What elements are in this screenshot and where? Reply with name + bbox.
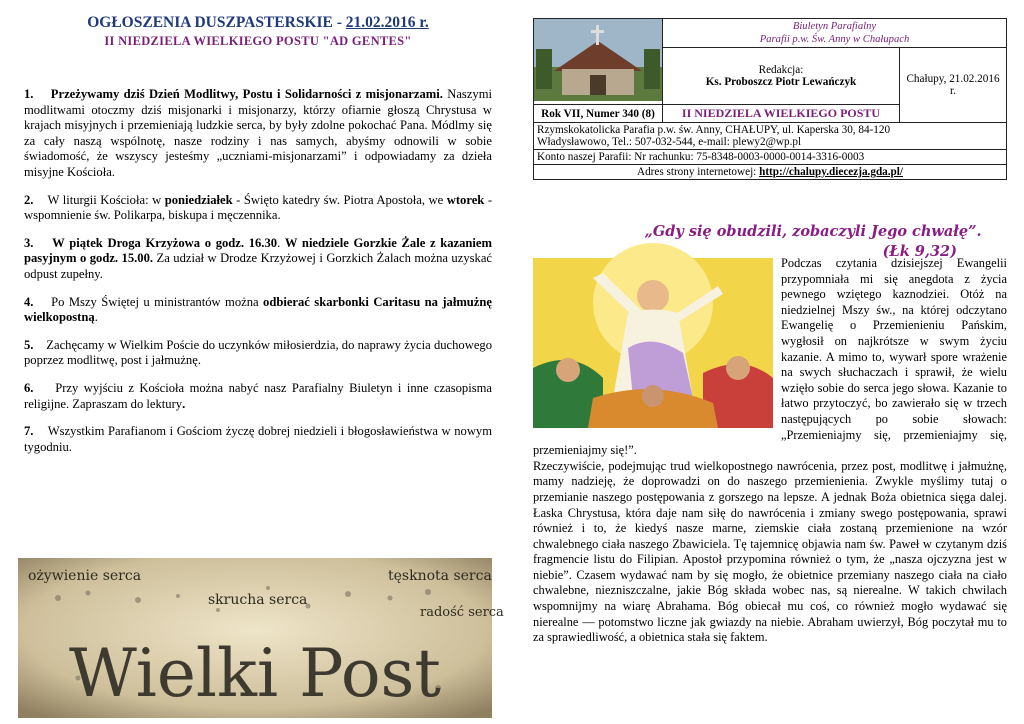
website-link[interactable]: http://chalupy.diecezja.gda.pl/ [759,166,903,178]
parish-address-line2: Władysławowo, Tel.: 507-032-544, e-mail: plewy2@wp.pl [537,136,802,148]
title-date: 21.02.2016 r. [345,14,429,31]
church-photo [534,19,662,101]
article-paragraph-1: Podczas czytania dzisiejszej Ewangelii przypomniała mi się anegdota z życia pewnego wziętego kaznodziei. Otóż na niedzielnej Mszy św., na której odczytano Ewangelię o Przemienieniu Pańskim, wygłosił on najkrótsze w swym życiu kazanie. A mimo to, wywarł spore wrażenie na swych słuchaczach i sprawił, że wielu wzięło sobie do serca jego słowa. Kazanie to łatwo przytoczyć, bo zawierało się w trzech następujących po sobie słowach: „Przemieniajmy się, przemieniajmy się, przemieniajmy się!”. [533,256,1007,458]
page-subtitle: II NIEDZIELA WIELKIEGO POSTU "AD GENTES" [104,34,412,48]
editor-name: Ks. Proboszcz Piotr Lewańczyk [705,76,857,88]
banner-title: Wielki Post [69,635,441,712]
quote-reference: (Łk 9,32) [882,243,957,260]
place-date-cell: Chałupy, 21.02.2016 r. [900,48,1007,123]
announcement-1: 1. Przeżywamy dziś Dzień Modlitwy, Postu i Solidarności z misjonarzami. Naszymi modlitwami otoczmy dziś misjonarki i misjonarzy, którzy ofiarnie głoszą Chrystusa w krajach misyjnych i przemieniają ludzkie serca, by były zdolne pokochać Pana. Módlmy się za cały naszą wspólnotę, nasze rodziny i nas samych, abyśmy odnowili w sobie świadomość, że wszyscy jesteśmy „uczniami-misjonarzami” i odpowiadamy za dzieła misyjne Kościoła. [24,87,493,179]
announcement-list [24,87,492,455]
announcement-3: 3. W piątek Droga Krzyżowa o godz. 16.30. W niedziele Gorzkie Żale z kazaniem pasyjnym o godz. 15.00. Za udział w Drodze Krzyżowej i Gorzkich Żalach można uzyskać odpust zupełny. [24,235,493,281]
reflection-article [533,256,1007,646]
announcement-4: 4. Po Mszy Świętej u ministrantów można odbierać skarbonki Caritasu na jałmużnę wielkopostną. [24,294,492,325]
lent-banner-graphic [18,558,504,718]
bulletin-column [533,18,1007,645]
announcement-2: 2. W liturgii Kościoła: w poniedziałek - Święto katedry św. Piotra Apostoła, we wtorek - wspomnienie św. Polikarpa, biskupa i męczennika. [24,192,493,223]
announcements-column [24,14,492,455]
parish-address-cell [534,123,1007,150]
banner-word-2: tęsknota serca [388,568,492,584]
announcement-7: 7. Wszystkim Parafianom i Gościom życzę dobrej niedzieli i błogosławieństwa w nowym tygodniu. [24,424,493,454]
lent-banner [18,558,504,718]
bulletin-parish: Parafii p.w. Św. Anny w Chałupach [759,34,910,45]
article-paragraph-2: Rzeczywiście, podejmując trud wielkopostnego nawrócenia, przez post, modlitwę i jałmużnę, mamy nadzieję, że doprowadzi on do naszego przemienienia. Zwykle myślimy tutaj o przemianie naszego postępowania z gorszego na lepsze. A jednak Boża obietnica sięga dalej. Łaska Chrystusa, która daje nam siłę do nawrócenia i zmiany swego postępowania, sprawi również i to, że kiedyś nasze marne, ziemskie ciała zostaną przemienione na wzór chwalebnego ciała naszego Zbawiciela. Tę tajemnicę objawia nam św. Paweł w czytanym dziś fragmencie listu do Filipian. Apostoł przypomina również o tym, że „nasza ojczyzna jest w niebie”. Czasem wydawać nam by się mogło, że obietnice przemiany naszego ciała na ciało chwalebne, niezniszczalne, jakie Bóg składa wobec nas, są nierealne. W takich chwilach wspomnijmy na wiarę Abrahama. Bóg obiecał mu coś, co również mogło wydawać się nierealne — potomstwo liczne jak gwiazdy na niebie. Abraham uwierzył, Bóg poczytał mu to za sprawiedliwość, a obietnica stała się faktem. [533,458,1007,645]
quote-text: „Gdy się obudzili, zobaczyli Jego chwałę”. [644,223,982,240]
transfiguration-painting [533,258,773,428]
bulletin-header-table [533,18,1007,180]
editor-label: Redakcja: [758,64,804,76]
page-title [24,14,492,32]
announcement-6: 6. Przy wyjściu z Kościoła można nabyć nasz Parafialny Biuletyn i inne czasopisma religijne. Zapraszam do lektury. [24,380,492,411]
website-cell [534,165,1007,180]
editor-cell [663,48,900,105]
parish-address-line1: Rzymskokatolicka Parafia p.w. św. Anny, CHAŁUPY, ul. Kaperska 30, 84-120 [537,124,891,136]
bulletin-name-cell [663,19,1007,48]
banner-word-1: ożywienie serca [28,568,142,584]
bank-account: Konto naszej Parafii: Nr rachunku: 75-8348-0003-0000-0014-3316-0003 [534,150,1007,165]
title-text: OGŁOSZENIA DUSZPASTERSKIE - [87,14,346,31]
bulletin-name: Biuletyn Parafialny [792,21,877,32]
banner-word-4: radość serca [420,605,504,620]
announcement-5: 5. Zachęcamy w Wielkim Poście do uczynków miłosierdzia, do naprawy życia duchowego poprzez modlitwę, post i jałmużnę. [24,337,492,368]
website-label: Adres strony internetowej: [636,166,760,178]
issue-number: Rok VII, Numer 340 (8) [534,105,663,123]
sunday-name: II NIEDZIELA WIELKIEGO POSTU [663,105,900,123]
banner-word-3: skrucha serca [208,592,308,608]
church-photo-cell [534,19,663,105]
